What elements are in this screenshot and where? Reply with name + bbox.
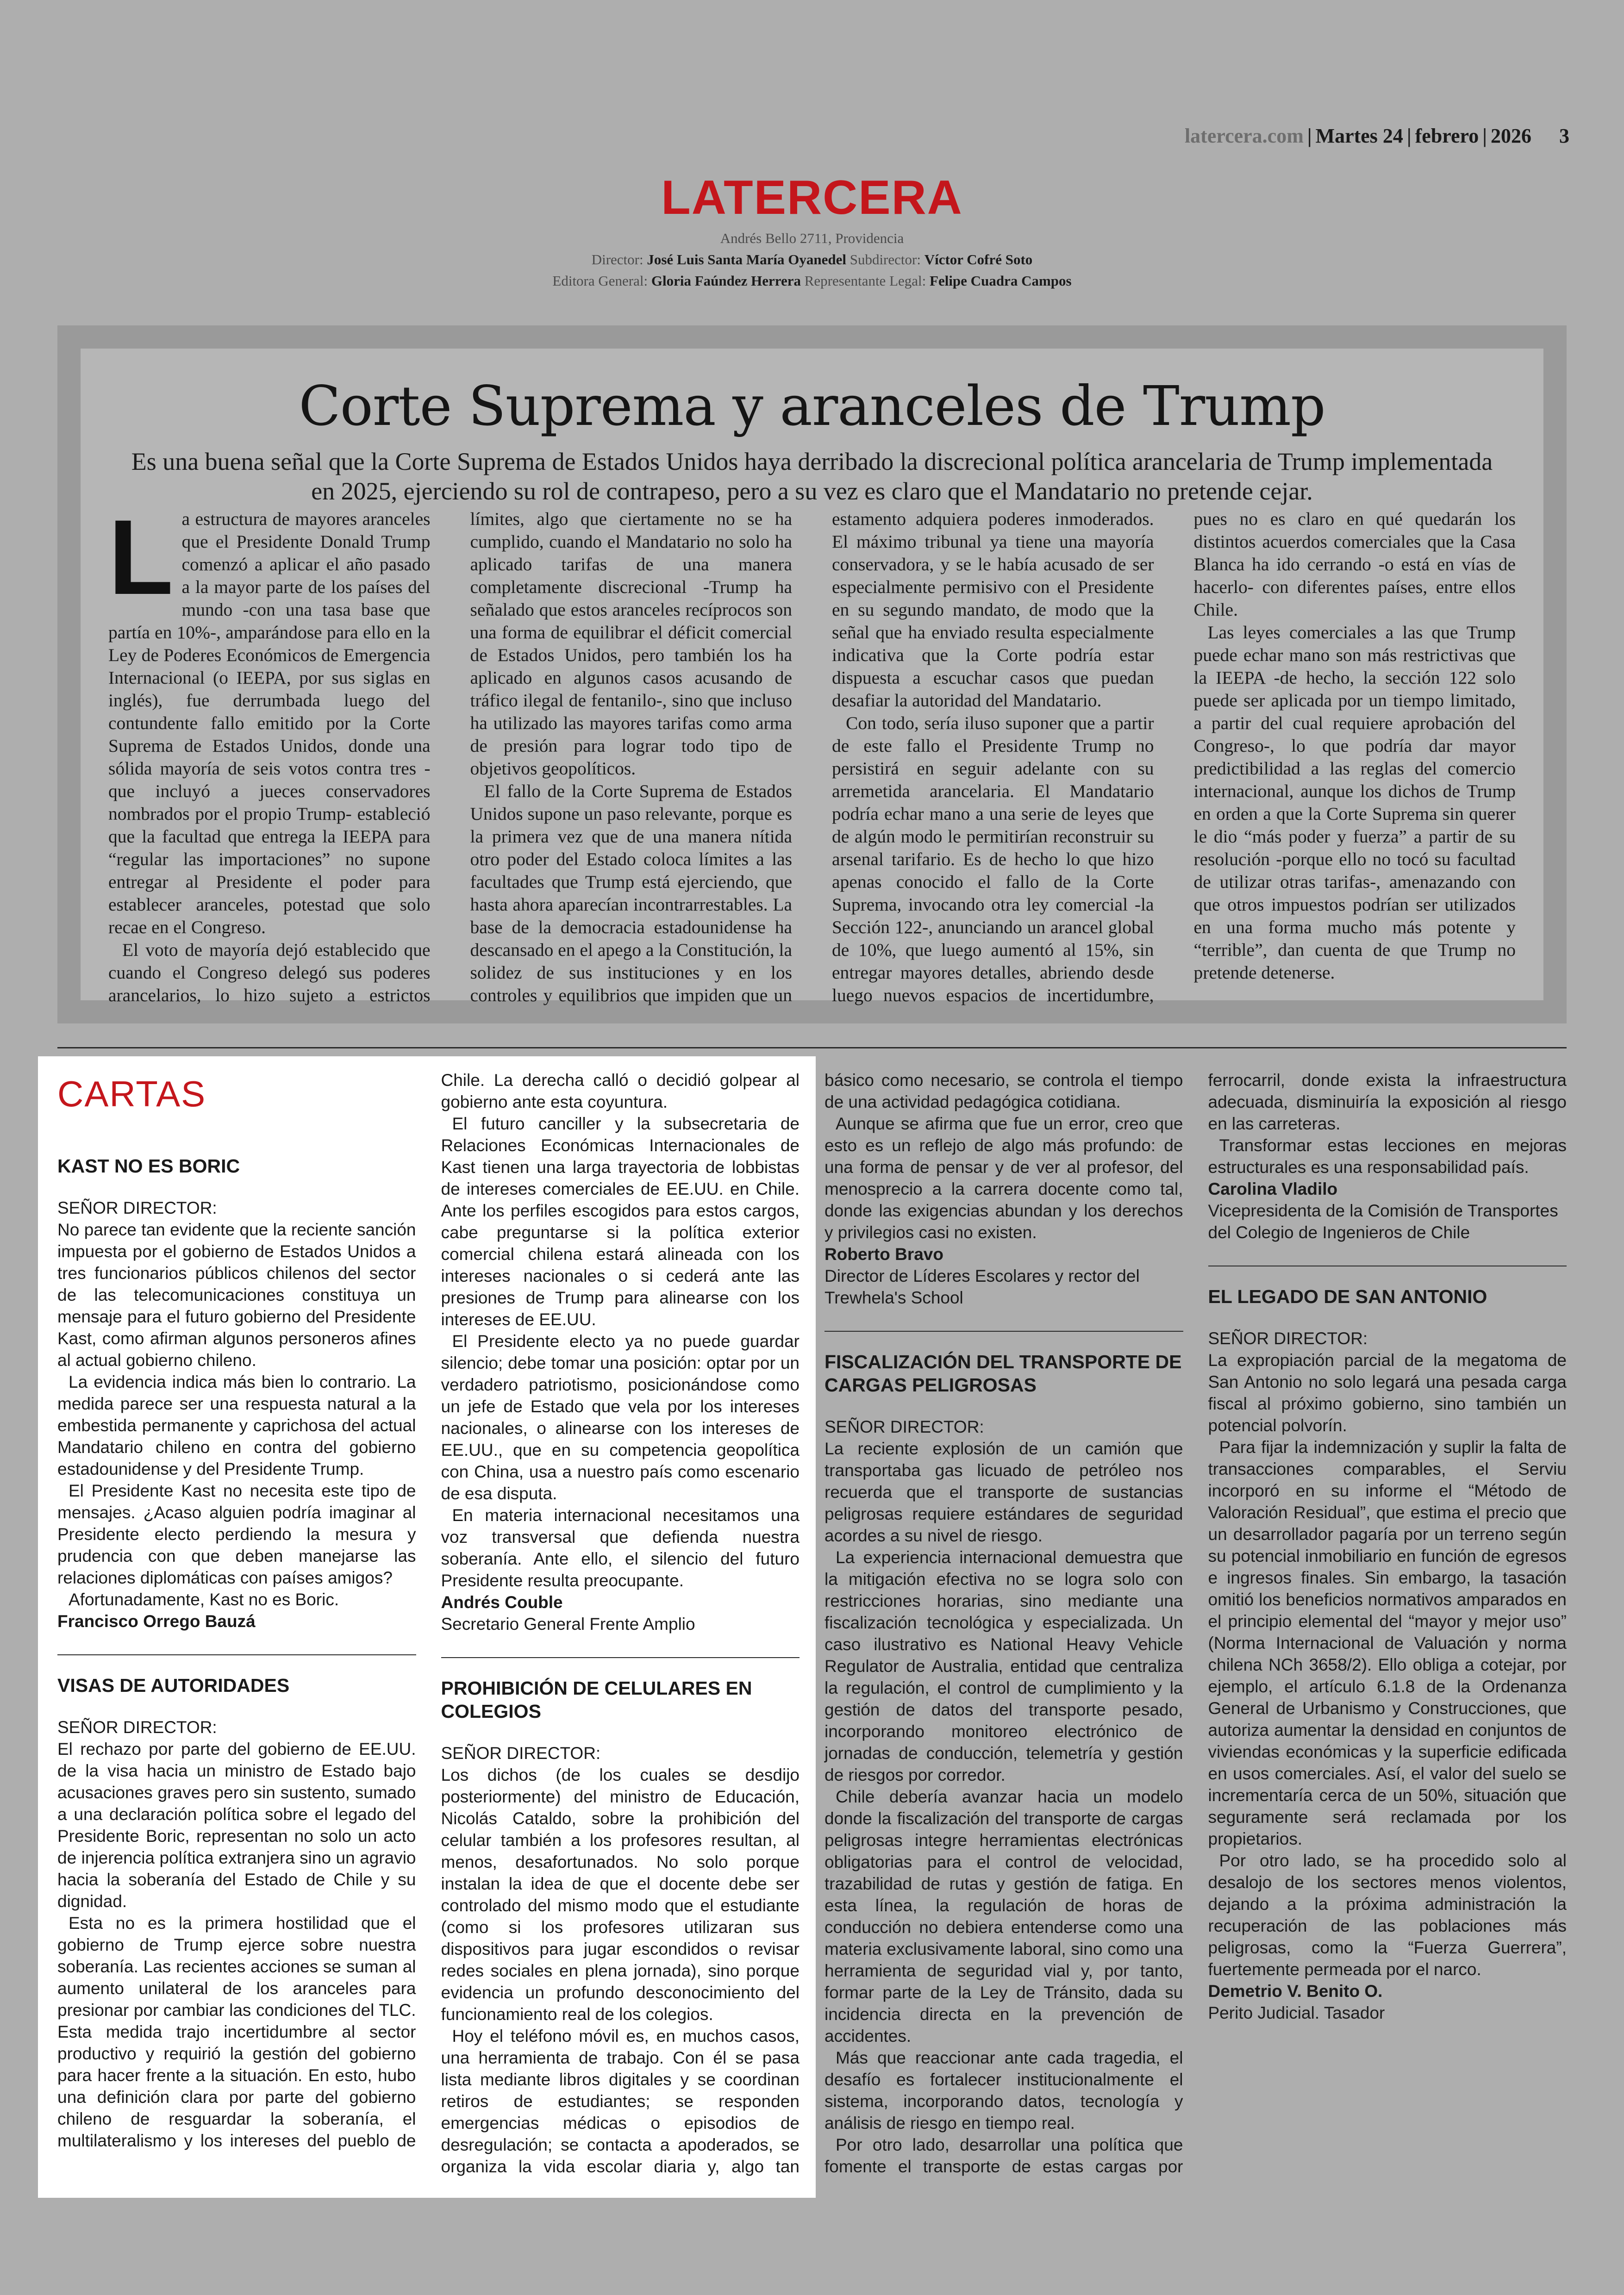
salutation: SEÑOR DIRECTOR: [57,1718,217,1737]
site-name[interactable]: latercera.com [1184,125,1304,147]
letter-paragraph: El Presidente Kast no necesita este tipo de mensajes. ¿Acaso alguien podría imaginar al Presidente electo perdiendo la mesura y prudencia con que deben manejarse las relaciones diplomáticas con países amigos? [57,1481,416,1587]
date-day: Martes 24 [1315,125,1403,147]
separator: | [1482,125,1487,147]
editorial-title: Corte Suprema y aranceles de Trump [299,374,1325,438]
salutation: SEÑOR DIRECTOR: [441,1744,601,1763]
letter-paragraph: El futuro canciller y la subsecretaria de Relaciones Económicas Internacionales de Kast tienen una larga trayectoria de lobbistas de intereses comerciales de EE.UU. en Chile. Ante los perfiles escogidos para estos cargos, cabe preguntarse si la política exterior comercial chilena estará alineada con los intereses nacionales o si cederá ante las presiones de Trump para alinearse con los intereses de EE.UU. [441,1114,800,1329]
letter-author-role: Vicepresidenta de la Comisión de Transportes del Colegio de Ingenieros de Chile [1208,1201,1558,1242]
letter-paragraph: Chile debería avanzar hacia un modelo donde la fiscalización del transporte de cargas peligrosas integre herramientas electrónicas obligatorias para el control de velocidad, trazabilidad de rutas y gestión de fatiga. En esta línea, la regulación de horas de conducción no debiera entenderse como una materia exclusivamente laboral, sino como una herramienta de seguridad vial y, por tanto, formar parte de la Ley de Tránsito, dada su incidencia directa en la prevención de accidentes. [824,1787,1183,2046]
letter-author-role: Director de Líderes Escolares y rector del Trewhela's School [824,1266,1140,1307]
letter-title: VISAS DE AUTORIDADES [57,1675,290,1696]
letter-paragraph: No parece tan evidente que la reciente sanción impuesta por el gobierno de Estados Unidos a tres funcionarios públicos chilenos del sector de las telecomunicaciones constituya un mensaje para el futuro gobierno del Presidente Kast, como afirman algunos personeros afines al actual gobierno chileno. [57,1220,416,1370]
editora-label: Editora General: [552,273,648,289]
editorial-paragraph [108,498,431,939]
editorial-paragraph-text: a estructura de mayores aranceles que el Presidente Donald Trump comenzó a aplicar el año pasado a la mayor parte de los países del mundo -con una tasa base que partía en 10%-, amparándose para ello en la Ley de Poderes Económicos de Emergencia Internacional (o IEEPA, por sus siglas en inglés), fue derrumbada luego del contundente fallo emitido por la Corte Suprema de Estados Unidos, donde una sólida mayoría de seis votos contra tres -que incluyó a jueces conservadores nombrados por el propio Trump- estableció que la facultad que entrega la IEEPA para “regular las importaciones” no supone entregar al Presidente el poder para establecer aranceles, potestad que solo recae en el Congreso. [108,509,431,937]
letter [1208,1285,1567,2024]
page-header [1185,124,1569,148]
editorial-deck: Es una buena señal que la Corte Suprema de Estados Unidos haya derribado la discrecional política arancelaria de Trump implementada en 2025, ejerciendo su rol de contrapeso, pero a su vez es claro que el Mandatario no pretende cejar. [131,448,1493,505]
credits-line-2 [0,270,1624,292]
editorial-box [81,349,1543,1005]
letter-title: KAST NO ES BORIC [57,1155,240,1177]
salutation: SEÑOR DIRECTOR: [824,1417,984,1436]
letter-paragraph: Transformar estas lecciones en mejoras estructurales es una responsabilidad país. [1208,1136,1567,1177]
newspaper-logo: LATERCERA [661,171,963,225]
editorial-body [108,498,1516,1007]
separator: | [1406,125,1412,147]
director-name: José Luis Santa María Oyanedel [647,251,846,268]
letter-divider [441,1657,800,1658]
letter-paragraph: Por otro lado, se ha procedido solo al desalojo de los sectores menos violentos, dejando a la próxima administración la recuperación de las poblaciones más peligrosas, como la “Fuerza Guerrera”, fuertemente permeada por el narco. [1208,1851,1567,1979]
masthead-credits [0,228,1624,292]
editorial-paragraph: Con todo, sería iluso suponer que a partir de este fallo el Presidente Trump no persistirá en seguir adelante con su arremetida arancelaria. El Mandatario podría echar mano a una serie de leyes que de algún modo le permitirían reconstruir su arsenal tarifario. Es de hecho lo que hizo apenas conocido el fallo de la Corte Suprema, invocando otra ley comercial -la Sección 122-, anunciando un arancel global de 10%, que luego aumentó al 15%, sin entregar mayores detalles, abriendo desde luego nuevos espacios de incertidumbre, pues no es claro en qué quedarán los distintos acuerdos comerciales que la Casa Blanca ha ido cerrando -o está en vías de hacerlo- con diferentes países, entre ellos Chile. [832,509,1516,1005]
cartas-section-label: CARTAS [57,1073,206,1114]
letter-paragraph: Esta no es la primera hostilidad que el gobierno de Trump ejerce sobre nuestra soberanía. Las recientes acciones se suman al aumento unilateral de los aranceles para presionar por cambiar las condiciones del TLC. Esta medida trajo incertidumbre al sector productivo y requirió la gestión del gobierno para hacer frente a la situación. En esto, hubo una definición clara por parte del gobierno chileno de resguardar la soberanía, el multilateralismo y los intereses del pueblo de Chile. La derecha calló o decidió golpear al gobierno ante esta coyuntura. [57,1071,800,2150]
salutation: SEÑOR DIRECTOR: [57,1198,217,1217]
date-year: 2026 [1491,125,1531,147]
letter-paragraph: La expropiación parcial de la megatoma de San Antonio no solo legará una pesada carga fiscal al próximo gobierno, sino también un potencial polvorín. [1208,1351,1567,1435]
letter-author: Francisco Orrego Bauzá [57,1612,256,1631]
letter-author: Andrés Couble [441,1593,563,1612]
subdirector-name: Víctor Cofré Soto [924,251,1033,268]
editorial-paragraph: El voto de mayoría dejó establecido que cuando el Congreso delegó sus poderes arancelarios, lo hizo sujeto a estrictos límites, algo que ciertamente no se ha cumplido, cuando el Mandatario no solo ha aplicado tarifas de una manera completamente discrecional -Trump ha señalado que estos aranceles recíprocos son una forma de equilibrar el déficit comercial de Estados Unidos, pero también los ha aplicado en algunos casos acusando de tráfico ilegal de fentanilo-, sino que incluso ha utilizado las mayores tarifas como arma de presión para lograr todo tipo de objetivos geopolíticos. [108,509,792,1005]
editorial-paragraph: El fallo de la Corte Suprema de Estados Unidos supone un paso relevante, porque es la primera vez que de una manera nítida otro poder del Estado coloca límites a las facultades que Trump está ejerciendo, que hasta ahora aparecían incontrarrestables. La base de la democracia estadounidense ha descansado en el apego a la Constitución, la solidez de sus instituciones y en los controles y equilibrios que impiden que un estamento adquiera poderes inmoderados. El máximo tribunal ya tiene una mayoría conservadora, y se le había acusado de ser especialmente permisivo con el Presidente en su segundo mandato, de modo que la señal que ha enviado resulta especialmente indicativa que la Corte podría estar dispuesta a escuchar casos que puedan desafiar la autoridad del Mandatario. [470,509,1154,1005]
letter-title: FISCALIZACIÓN DEL TRANSPORTE DE CARGAS PELIGROSAS [824,1351,1182,1396]
letter-paragraph: En materia internacional necesitamos una voz transversal que defienda nuestra soberanía. Ante ello, el silencio del futuro Presidente resulta preocupante. [441,1506,800,1590]
salutation: SEÑOR DIRECTOR: [1208,1329,1368,1348]
letter-paragraph: El Presidente electo ya no puede guardar silencio; debe tomar una posición: optar por un verdadero patriotismo, posicionándose como un jefe de Estado que vela por los intereses nacionales, o alinearse con los intereses de EE.UU., que en su competencia geopolítica con China, usa a nuestro país como escenario de esa disputa. [441,1332,800,1503]
letter-divider [824,1331,1183,1332]
letter-title: EL LEGADO DE SAN ANTONIO [1208,1286,1487,1307]
letter-paragraph: Por otro lado, desarrollar una política que fomente el transporte de estas cargas por ferrocarril, donde exista la infraestructura adecuada, disminuiría la exposición al riesgo en las carreteras. [824,1071,1567,2176]
separator: | [1307,125,1312,147]
address: Andrés Bello 2711, Providencia [720,230,904,246]
director-label: Director: [591,251,643,268]
letter-author: Demetrio V. Benito O. [1208,1982,1383,2001]
section-divider [57,1047,1567,1048]
letter-author: Carolina Vladilo [1208,1179,1338,1198]
date-month: febrero [1415,125,1479,147]
representante-label: Representante Legal: [804,273,926,289]
letter-paragraph: Más que reaccionar ante cada tragedia, el desafío es fortalecer institucionalmente el sistema, incorporando datos, tecnología y análisis de riesgo en tiempo real. [824,2048,1183,2133]
letter-author: Roberto Bravo [824,1245,943,1264]
letter-paragraph: Hoy el teléfono móvil es, en muchos casos, una herramienta de trabajo. Con él se pasa lista mediante libros digitales y se coordinan retiros de estudiantes; se responden emergencias médicas o episodios de desregulación; se contacta a apoderados, se organiza la vida escolar diaria y, algo tan básico como necesario, se controla el tiempo de una actividad pedagógica cotidiana. [441,1071,1183,2176]
letter-paragraph: La experiencia internacional demuestra que la mitigación efectiva no se logra solo con restricciones horarias, sino mediante una fiscalización tecnológica y especializada. Un caso ilustrativo es National Heavy Vehicle Regulator de Australia, entidad que centraliza la regulación, el control de cumplimiento y la gestión de datos del transporte pesado, incorporando monitoreo electrónico de jornadas de conducción, telemetría y gestión de riesgos por corredor. [824,1548,1183,1784]
page-number: 3 [1559,125,1569,147]
letter-author-role: Secretario General Frente Amplio [441,1615,695,1634]
letter-paragraph: La evidencia indica más bien lo contrario. La medida parece ser una respuesta natural a la embestida permanente y caprichosa del actual Mandatario chileno en contra del gobierno estadounidense y del Presidente Trump. [57,1372,416,1478]
letter-paragraph: Los dichos (de los cuales se desdijo posteriormente) del ministro de Educación, Nicolás Cataldo, sobre la prohibición del celular también a los profesores resultan, al menos, desafortunados. No solo porque instalan la idea de que el docente debe ser controlado del mismo modo que el estudiante (como si los profesores utilizaran sus dispositivos para jugar escondidos o revisar redes sociales en plena jornada), sino porque evidencia un profundo desconocimiento del funcionamiento real de los colegios. [441,1765,800,2024]
letter-paragraph: La reciente explosión de un camión que transportaba gas licuado de petróleo nos recuerda que el transporte de sustancias peligrosas requiere estándares de seguridad acordes a su nivel de riesgo. [824,1439,1183,1545]
letter-paragraph: El rechazo por parte del gobierno de EE.UU. de la visa hacia un ministro de Estado bajo acusaciones graves pero sin sustento, sumado a una declaración política sobre el legado del Presidente Boric, representan no solo un acto de injerencia política extranjera sino un agravio hacia la soberanía del Estado de Chile y su dignidad. [57,1740,416,1911]
subdirector-label: Subdirector: [849,251,921,268]
credits-line-1 [0,249,1624,270]
letter-paragraph: Aunque se afirma que fue un error, creo que esto es un reflejo de algo más profundo: de una forma de pensar y de ver al profesor, del menosprecio a la carrera docente como tal, donde las exigencias abundan y los derechos y privilegios casi no existen. [824,1114,1183,1242]
letter-author-role: Perito Judicial. Tasador [1208,2003,1385,2022]
representante-name: Felipe Cuadra Campos [930,273,1072,289]
letter [57,1154,416,1632]
editorial-paragraph: Las leyes comerciales a las que Trump puede echar mano son más restrictivas que la IEEPA -de hecho, la sección 122 solo puede ser aplicada por un tiempo limitado, a partir del cual requiere aprobación del Congreso-, lo que podría dar mayor predictibilidad a las reglas del comercio internacional, aunque los dichos de Trump en orden a que la Corte Suprema sin querer le dio “más poder y fuerza” a partir de su resolución -porque ello no tocó su facultad de utilizar otras tarifas-, amenazando con que otros impuestos podrían ser utilizados en una forma mucho más potente y “terrible”, dan cuenta de que Trump no pretende detenerse. [1193,622,1516,983]
section-label-spacer [57,1069,416,1154]
drop-cap: L [108,498,174,617]
letter-paragraph: Afortunadamente, Kast no es Boric. [69,1590,339,1609]
letter-title: PROHIBICIÓN DE CELULARES EN COLEGIOS [441,1678,752,1722]
letter-divider [57,1654,416,1655]
letters-section [57,1069,1567,2180]
editora-name: Gloria Faúndez Herrera [651,273,801,289]
letter-paragraph: Para fijar la indemnización y suplir la falta de transacciones comparables, el Serviu incorporó en su informe el “Método de Valoración Residual”, que estima el precio que un desarrollador pagaría por un terreno según su potencial inmobiliario en función de egresos e ingresos finales. Sin embargo, la tasación omitió los beneficios normativos amparados en el principio elemental del “mayor y mejor uso” (Norma Internacional de Valuación y norma chilena NCh 3658/2). Ello obliga a cotejar, por ejemplo, el artículo 6.1.8 de la Ordenanza General de Urbanismo y Construcciones, que autoriza aumentar la densidad en conjuntos de viviendas económicas y la superficie edificada en usos comerciales. Así, el valor del suelo se incrementaría cerca de un 50%, situación que seguramente será reclamada por los propietarios. [1208,1438,1567,1848]
